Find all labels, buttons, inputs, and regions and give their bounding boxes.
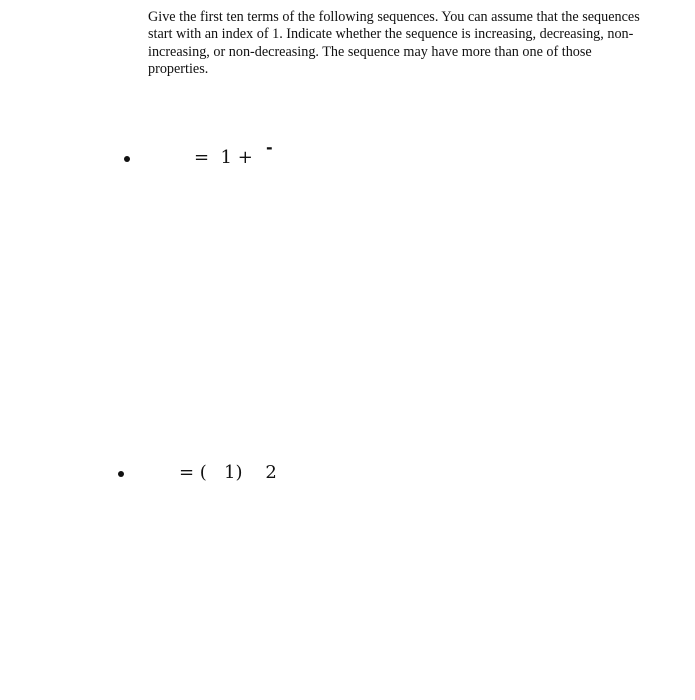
bullet-1 [124, 156, 130, 162]
instructions-line-2: start with an index of 1. Indicate whether the sequence is increasing, decreasing, non- [148, 26, 634, 43]
instructions-line-4: properties. [148, 61, 209, 78]
sequence-1-exponent-mark: - [266, 138, 273, 157]
instructions-line-3: increasing, or non-decreasing. The sequence may have more than one of those [148, 43, 592, 60]
instructions-paragraph [148, 9, 648, 79]
bullet-2 [118, 471, 124, 477]
sequence-1-expression: = 1 + [194, 147, 253, 168]
instructions-line-1: Give the first ten terms of the following sequences. You can assume that the sequences [148, 9, 640, 25]
sequence-2-expression: = ( 1) 2 [179, 462, 277, 483]
